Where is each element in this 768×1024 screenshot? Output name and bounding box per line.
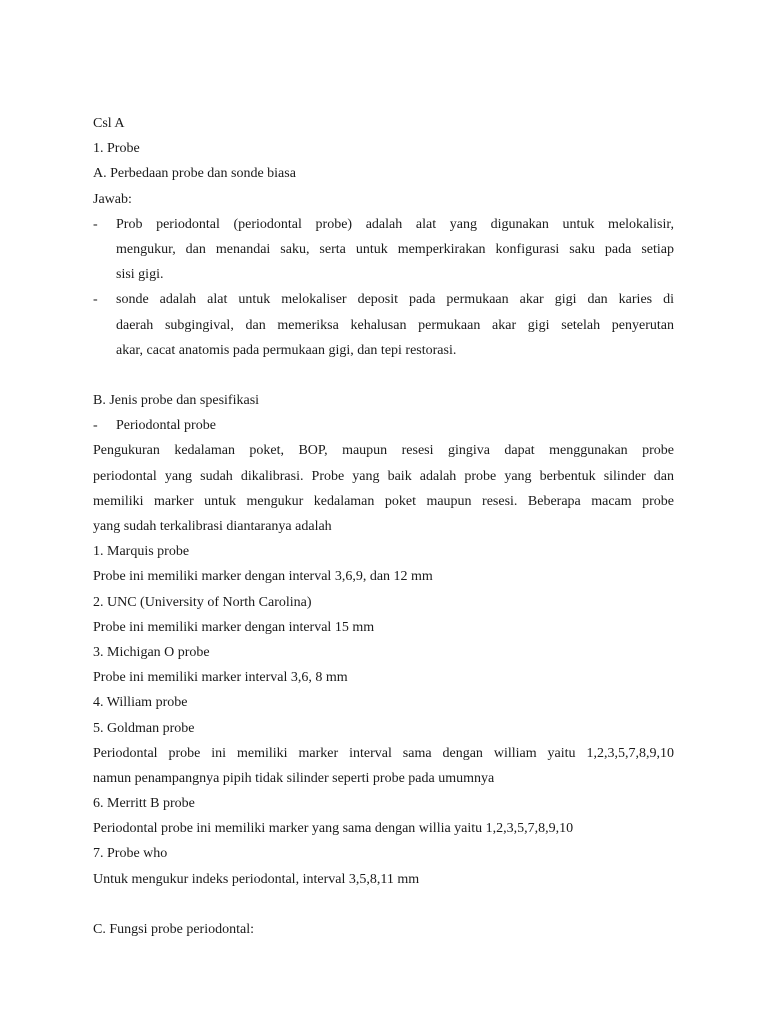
bullet-dash: - [93,292,98,308]
paragraph-line: Pengukuran kedalaman poket, BOP, maupun resesi gingiva dapat menggunakan probe [93,443,674,459]
section-heading: 1. Probe [93,141,140,157]
paragraph-line: yang sudah terkalibrasi diantaranya adalah [93,519,332,534]
paragraph-line: periodontal yang sudah dikalibrasi. Probe yang baik adalah probe yang berbentuk silinder dan [93,468,674,484]
list-item: 6. Merritt B probe [93,796,195,812]
paragraph [93,438,674,539]
list-item: 3. Michigan O probe [93,644,210,660]
document-body [93,111,674,942]
list-item-desc: Probe ini memiliki marker dengan interval 3,6,9, dan 12 mm [93,569,433,585]
subheading-a: A. Perbedaan probe dan sonde biasa [93,166,296,182]
list-item: 1. Marquis probe [93,544,190,560]
bullet-item-probe [93,212,674,288]
bullet-item-sonde [93,287,674,363]
list-item-desc: Probe ini memiliki marker interval 3,6, 8 mm [93,670,348,686]
bullet-text: Periodontal probe [116,418,216,434]
bullet-dash: - [93,418,98,434]
list-item: 7. Probe who [93,846,168,862]
bullet-item-periodontal-probe [93,413,674,438]
blank-line [93,363,674,388]
bullet-line: daerah subgingival, dan memeriksa kehalusan permukaan akar gigi setelah penyerutan [116,317,674,333]
list-item: 5. Goldman probe [93,720,195,736]
bullet-line: sonde adalah alat untuk melokaliser deposit pada permukaan akar gigi dan karies di [116,292,674,308]
bullet-line: sisi gigi. [116,267,164,283]
list-item: 4. William probe [93,695,188,711]
answer-label: Jawab: [93,191,132,207]
bullet-line: akar, cacat anatomis pada permukaan gigi, dan tepi restorasi. [116,342,457,358]
bullet-dash: - [93,216,98,232]
paragraph-line: memiliki marker untuk mengukur kedalaman poket maupun resesi. Beberapa macam probe [93,493,674,509]
subheading-c: C. Fungsi probe periodontal: [93,922,254,937]
list-item: 2. UNC (University of North Carolina) [93,594,312,610]
list-item-desc: Periodontal probe ini memiliki marker yang sama dengan willia yaitu 1,2,3,5,7,8,9,10 [93,821,574,837]
bullet-line: Prob periodontal (periodontal probe) adalah alat yang digunakan untuk melokalisir, [116,216,674,232]
list-item-desc: Probe ini memiliki marker dengan interval 15 mm [93,619,375,635]
list-item-desc: Untuk mengukur indeks periodontal, interval 3,5,8,11 mm [93,871,420,887]
goldman-description [93,741,674,791]
subheading-b: B. Jenis probe dan spesifikasi [93,393,260,409]
paragraph-line: Periodontal probe ini memiliki marker interval sama dengan william yaitu 1,2,3,5,7,8,9,10 [93,745,674,761]
blank-line [93,892,674,917]
doc-title: Csl A [93,116,125,131]
bullet-line: mengukur, dan menandai saku, serta untuk memperkirakan konfigurasi saku pada setiap [116,241,674,257]
paragraph-line: namun penampangnya pipih tidak silinder seperti probe pada umumnya [93,770,495,786]
